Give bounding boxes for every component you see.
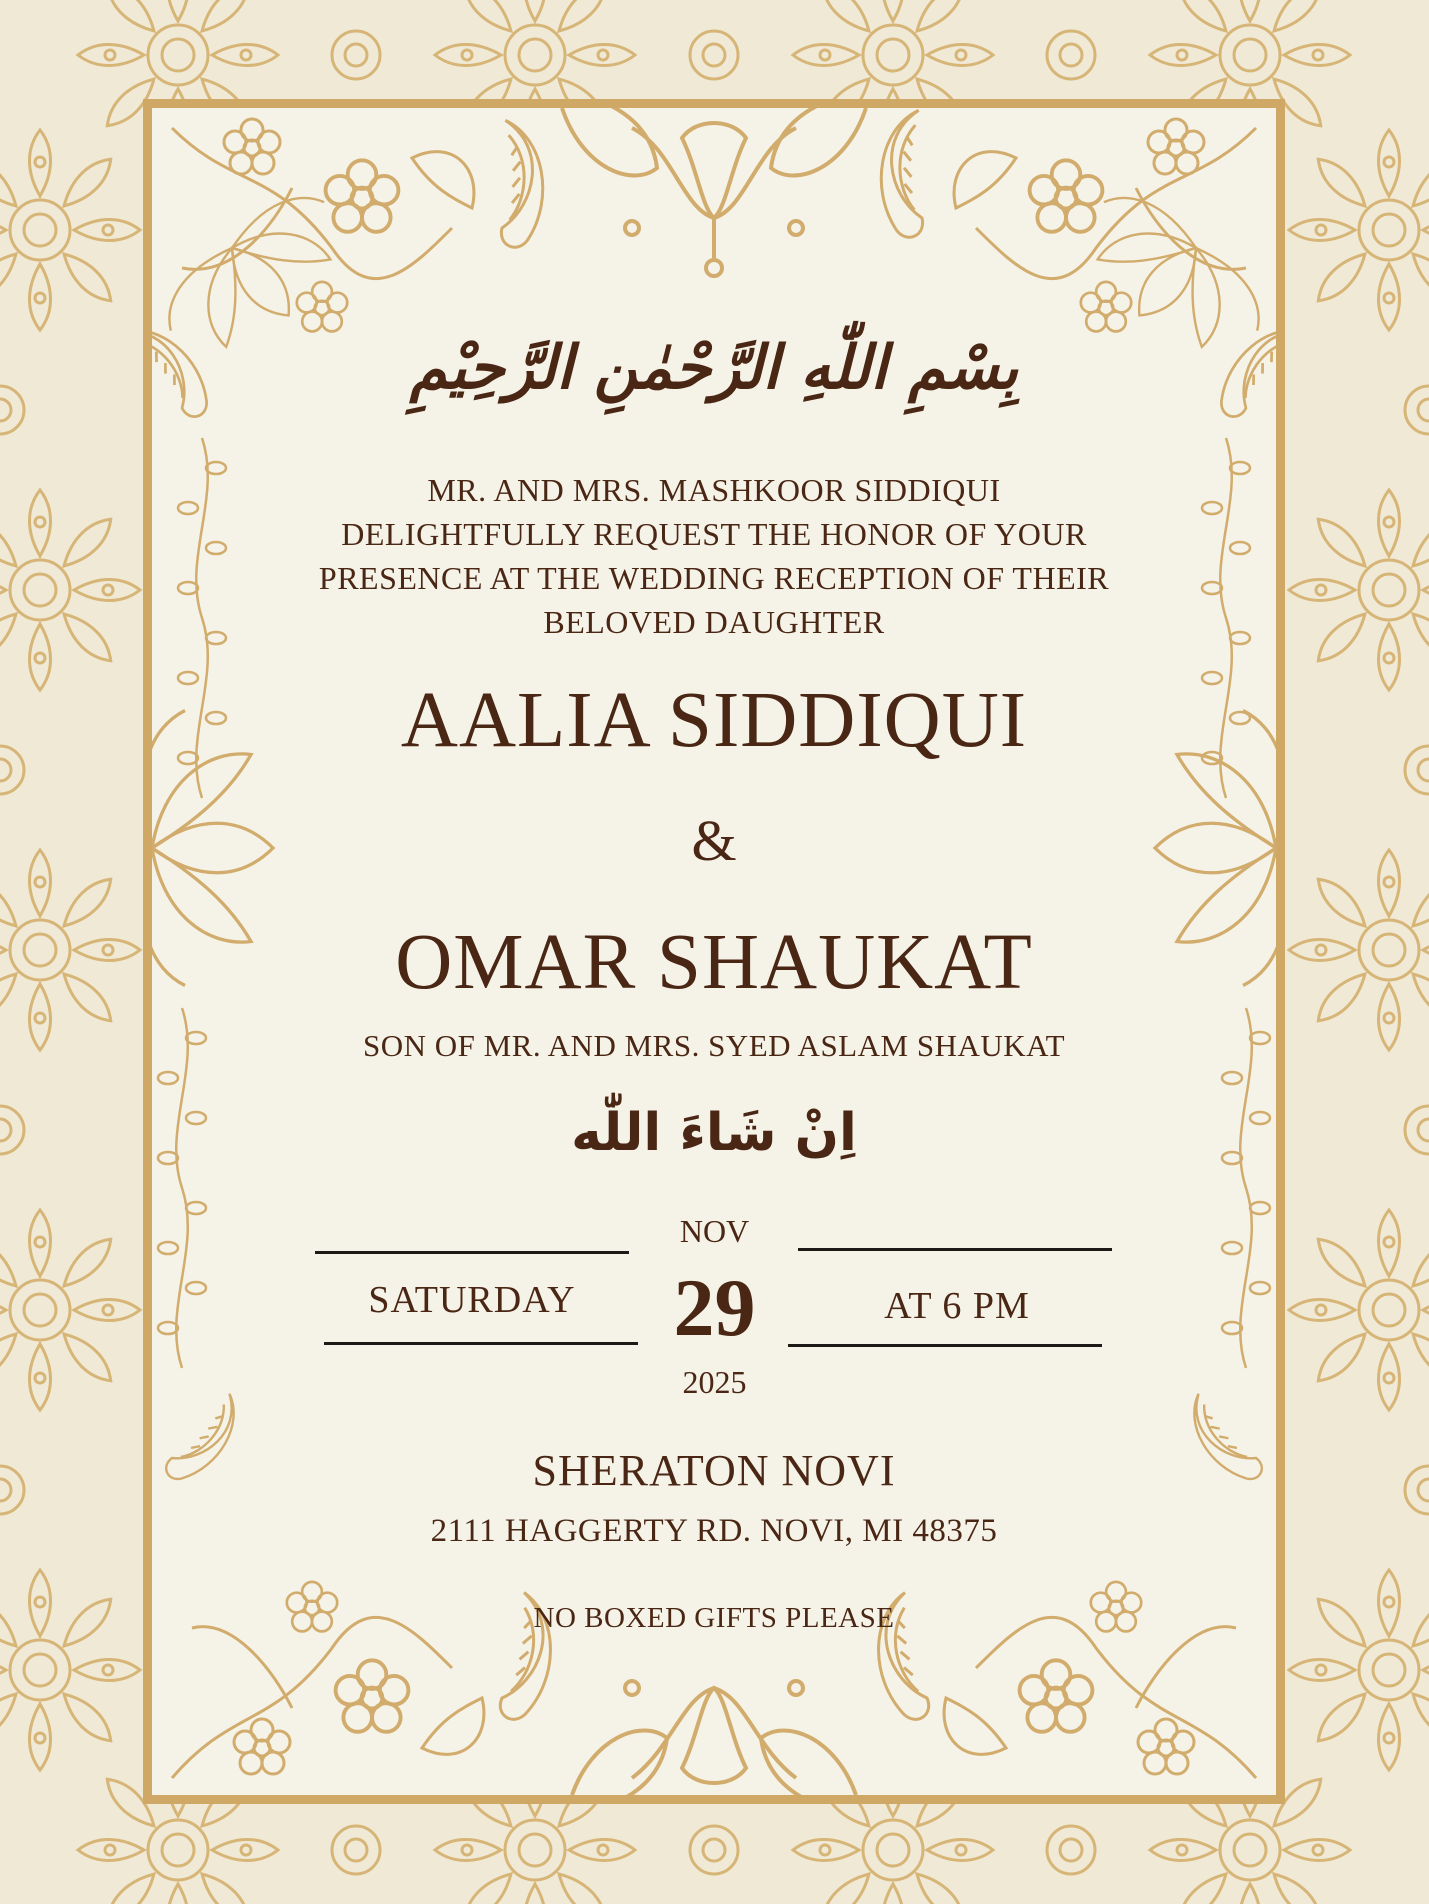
- intro-line: PRESENCE AT THE WEDDING RECEPTION OF THEIR: [318, 560, 1110, 596]
- divider-line: [798, 1248, 1112, 1251]
- event-time: AT 6 PM: [884, 1285, 1030, 1327]
- intro-line: DELIGHTFULLY REQUEST THE HONOR OF YOUR: [341, 516, 1087, 552]
- divider-line: [324, 1342, 638, 1345]
- event-year: 2025: [682, 1364, 747, 1400]
- event-weekday: SATURDAY: [368, 1279, 576, 1321]
- intro-line: MR. AND MRS. MASHKOOR SIDDIQUI: [427, 472, 1001, 508]
- divider-line: [315, 1251, 629, 1254]
- host-introduction: [152, 468, 1276, 644]
- event-month: NOV: [679, 1213, 750, 1249]
- ampersand: &: [691, 808, 737, 873]
- divider-line: [788, 1344, 1102, 1347]
- venue-name: SHERATON NOVI: [532, 1446, 896, 1495]
- gift-note: NO BOXED GIFTS PLEASE: [533, 1602, 895, 1634]
- venue-address: 2111 HAGGERTY RD. NOVI, MI 48375: [430, 1513, 998, 1549]
- event-day: 29: [673, 1262, 756, 1353]
- bismillah-calligraphy: بِسْمِ اللّٰهِ الرَّحْمٰنِ الرَّحِيْمِ: [409, 333, 1019, 403]
- invitation-content: [152, 108, 1276, 1795]
- bride-name: AALIA SIDDIQUI: [400, 677, 1028, 764]
- invitation-card: [143, 99, 1285, 1804]
- intro-line: BELOVED DAUGHTER: [543, 604, 885, 640]
- groom-parents: SON OF MR. AND MRS. SYED ASLAM SHAUKAT: [363, 1028, 1065, 1063]
- inshallah-calligraphy: اِنْ شَاءَ اللّٰه: [571, 1103, 857, 1163]
- groom-name: OMAR SHAUKAT: [395, 919, 1033, 1006]
